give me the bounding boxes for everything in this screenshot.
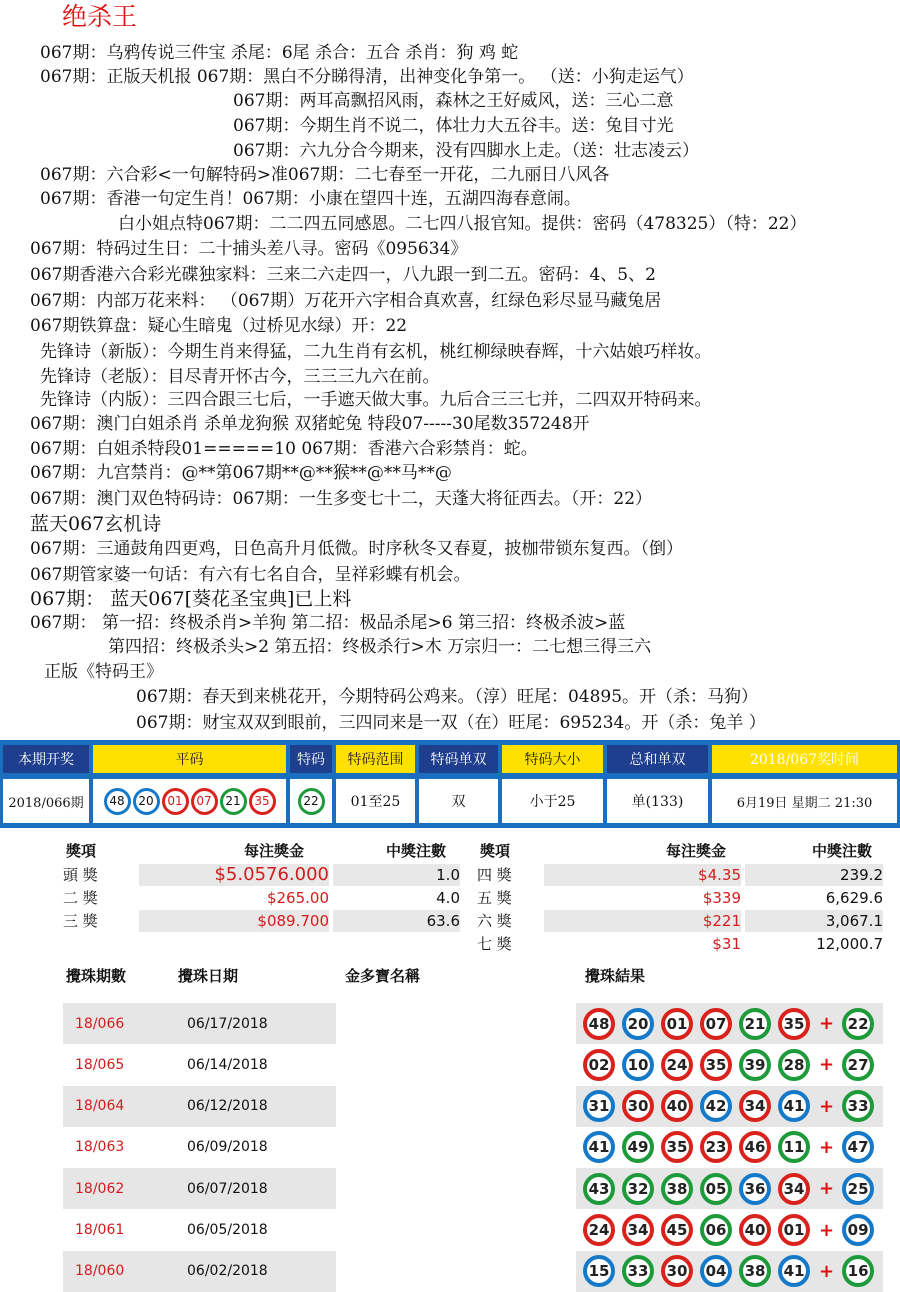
special-result-ball: 27 [842, 1049, 874, 1081]
number-ball: 21 [220, 788, 247, 815]
draw-result-balls [583, 1044, 881, 1085]
result-ball: 24 [661, 1049, 693, 1081]
prediction-line: 067期：九宫禁肖：@**第067期**@**猴**@**马**@ [30, 463, 452, 483]
header-special-oddeven: 特码单双 [419, 745, 498, 773]
special-result-ball: 16 [842, 1255, 874, 1287]
prediction-line: 067期：六九分合今期来，没有四脚水上走。（送：壮志凌云） [233, 141, 699, 161]
draw-period: 18/062 [75, 1180, 125, 1197]
draw-result-balls [583, 1086, 881, 1127]
result-ball: 35 [700, 1049, 732, 1081]
result-ball: 36 [739, 1173, 771, 1205]
table-row [63, 1168, 883, 1209]
header-special: 特码 [290, 745, 332, 773]
prize-amount: $5.0576.000 [139, 864, 329, 886]
prediction-line: 先锋诗（内版）：三四合跟三七后，一手遮天做大事。九后合三三七并，二四双开特码来。 [40, 390, 712, 410]
result-ball: 11 [778, 1131, 810, 1163]
prize-count: 239.2 [745, 864, 883, 886]
table-row [63, 1251, 883, 1292]
prize-header-amount-left: 每注獎金 [244, 842, 305, 860]
prediction-line: 067期：内部万花来料： （067期）万花开六字相合真欢喜，红绿色彩尽显马藏兔居 [30, 291, 662, 311]
result-ball: 41 [778, 1255, 810, 1287]
result-ball: 35 [778, 1008, 810, 1040]
prediction-line: 先锋诗（老版）：目尽青开怀古今，三三三九六在前。 [40, 367, 440, 387]
prize-name: 頭 獎 [63, 866, 98, 884]
prize-header-name-left: 獎項 [66, 842, 97, 860]
result-ball: 28 [778, 1049, 810, 1081]
header-special-size: 特码大小 [502, 745, 603, 773]
draw-result-balls [583, 1003, 881, 1044]
page-title: 绝杀王 [62, 2, 138, 31]
result-ball: 06 [700, 1214, 732, 1246]
special-result-ball: 25 [842, 1173, 874, 1205]
plus-icon: + [819, 1095, 835, 1117]
number-ball: 01 [162, 788, 189, 815]
prize-name: 三 獎 [63, 912, 98, 930]
prize-amount: $221 [544, 910, 741, 932]
prediction-line: 067期：三通鼓角四更鸡，日色高升月低微。时序秋冬又春夏，披枷带锁东复西。（倒） [30, 539, 683, 559]
table-row [63, 1127, 883, 1168]
plus-icon: + [819, 1260, 835, 1282]
result-ball: 01 [661, 1008, 693, 1040]
prediction-line: 先锋诗（新版）：今期生肖来得猛，二九生肖有玄机，桃红柳绿映春辉，十六姑娘巧样妆。 [40, 342, 712, 362]
prize-header-amount-right: 每注獎金 [666, 842, 727, 860]
prize-amount: $339 [702, 889, 741, 907]
special-result-ball: 33 [842, 1090, 874, 1122]
prize-amount: $089.700 [139, 910, 329, 932]
draw-date: 06/12/2018 [187, 1098, 268, 1115]
draw-result-balls [583, 1251, 881, 1292]
table-row [63, 1210, 883, 1251]
sum-value: 单(133) [607, 779, 708, 823]
prediction-line: 白小姐点特067期：二二四五同感恩。二七四八报官知。提供：密码（478325）（特：22） [118, 214, 807, 234]
result-ball: 20 [622, 1008, 654, 1040]
number-ball: 22 [298, 788, 325, 815]
result-ball: 49 [622, 1131, 654, 1163]
prize-name: 七 獎 [477, 935, 512, 953]
draw-period: 18/065 [75, 1056, 125, 1073]
draw-result-balls [583, 1210, 881, 1251]
draw-date: 06/14/2018 [187, 1056, 268, 1073]
name-cell [336, 1003, 576, 1044]
draw-header-date: 攪珠日期 [178, 967, 239, 985]
prize-header-name-right: 獎項 [480, 842, 511, 860]
prediction-line: 067期：正版天机报 067期：黑白不分睇得清，出神变化争第一。 （送：小狗走运气） [40, 67, 694, 87]
draw-result-balls [583, 1168, 881, 1209]
result-ball: 41 [583, 1131, 615, 1163]
prediction-line: 067期：乌鸦传说三件宝 杀尾：6尾 杀合：五合 杀肖：狗 鸡 蛇 [40, 43, 519, 63]
range-value: 01至25 [336, 779, 415, 823]
header-current-draw: 本期开奖 [3, 745, 89, 773]
result-ball: 39 [739, 1049, 771, 1081]
result-ball: 34 [739, 1090, 771, 1122]
draw-period: 18/061 [75, 1222, 125, 1238]
result-ball: 34 [778, 1173, 810, 1205]
prediction-line: 067期：财宝双双到眼前，三四同来是一双（在）旺尾：695234。开（杀：兔羊 ） [136, 713, 766, 733]
prize-count: 12,000.7 [816, 935, 883, 953]
prize-name: 五 獎 [477, 889, 512, 907]
table-row [63, 1044, 883, 1085]
size-value: 小于25 [502, 779, 603, 823]
header-special-range: 特码范围 [336, 745, 415, 773]
prize-amount: $31 [712, 935, 741, 953]
table-row [63, 1086, 883, 1127]
prediction-line: 067期铁算盘：疑心生暗鬼（过桥见水绿）开：22 [30, 316, 408, 336]
result-ball: 23 [700, 1131, 732, 1163]
prize-name: 六 獎 [477, 912, 512, 930]
number-ball: 07 [191, 788, 218, 815]
draw-date: 06/05/2018 [187, 1222, 268, 1238]
result-ball: 15 [583, 1255, 615, 1287]
prediction-line: 067期管家婆一句话：有六有七名自合，呈祥彩蝶有机会。 [30, 565, 471, 585]
prize-amount: $265.00 [266, 889, 329, 907]
prize-count: 63.6 [333, 910, 460, 932]
header-draw-time: 2018/067奖时间 [712, 745, 897, 773]
prediction-line: 067期： 第一招：终极杀肖>羊狗 第二招：极品杀尾>6 第三招：终极杀波>蓝 [30, 613, 626, 633]
result-ball: 48 [583, 1008, 615, 1040]
plus-icon: + [819, 1178, 835, 1200]
result-ball: 45 [661, 1214, 693, 1246]
prize-header-count-right: 中獎注數 [812, 842, 873, 860]
plus-icon: + [819, 1136, 835, 1158]
header-sum-oddeven: 总和单双 [607, 745, 708, 773]
result-ball: 30 [661, 1255, 693, 1287]
prediction-line: 067期：两耳高飘招风雨，森林之王好威风，送：三心二意 [233, 91, 674, 111]
result-ball: 30 [622, 1090, 654, 1122]
prize-name: 二 獎 [63, 889, 98, 907]
plus-icon: + [819, 1013, 835, 1034]
prize-amount: $4.35 [544, 864, 741, 886]
draw-date: 06/02/2018 [187, 1263, 268, 1280]
prize-header-count-left: 中獎注數 [386, 842, 447, 860]
result-ball: 24 [583, 1214, 615, 1246]
result-ball: 01 [778, 1214, 810, 1246]
prediction-line: 正版《特码王》 [44, 662, 163, 682]
prediction-line: 067期：春天到来桃花开，今期特码公鸡来。（淳）旺尾：04895。开（杀：马狗） [136, 687, 759, 707]
result-ball: 38 [661, 1173, 693, 1205]
name-cell [336, 1086, 576, 1127]
prize-count: 1.0 [333, 864, 460, 886]
draw-result-balls [583, 1127, 881, 1168]
special-ball [290, 779, 332, 823]
prediction-line: 067期：今期生肖不说二，体壮力大五谷丰。送：兔目寸光 [233, 116, 674, 136]
prediction-line: 067期：白姐杀特段01=====10 067期：香港六合彩禁肖：蛇。 [30, 439, 538, 459]
prediction-line: 蓝天067玄机诗 [30, 513, 162, 535]
draw-date: 06/07/2018 [187, 1180, 268, 1197]
result-ball: 31 [583, 1090, 615, 1122]
result-ball: 33 [622, 1255, 654, 1287]
prize-count: 4.0 [436, 889, 460, 907]
name-cell [336, 1251, 576, 1292]
oddeven-value: 双 [419, 779, 498, 823]
result-ball: 38 [739, 1255, 771, 1287]
result-ball: 41 [778, 1090, 810, 1122]
draw-header-period: 攪珠期數 [66, 967, 127, 985]
result-ball: 21 [739, 1008, 771, 1040]
result-ball: 32 [622, 1173, 654, 1205]
table-row [63, 1003, 883, 1044]
prediction-line: 067期：特码过生日：二十捕头差八寻。密码《095634》 [30, 239, 468, 259]
special-result-ball: 09 [842, 1214, 874, 1246]
draw-period: 18/060 [75, 1263, 125, 1280]
draw-info-table [0, 740, 900, 828]
prediction-line: 067期：六合彩<一句解特码>准067期：二七春至一开花，二九丽日八风各 [40, 165, 610, 185]
special-result-ball: 22 [842, 1008, 874, 1040]
prize-count: 3,067.1 [745, 910, 883, 932]
draw-period: 18/063 [75, 1139, 125, 1156]
prediction-line: 067期： 蓝天067[葵花圣宝典]已上料 [30, 588, 352, 610]
prediction-line: 第四招：终极杀头>2 第五招：终极杀行>木 万宗归一：二七想三得三六 [108, 637, 652, 657]
result-ball: 42 [700, 1090, 732, 1122]
result-ball: 10 [622, 1049, 654, 1081]
period-value: 2018/066期 [3, 779, 89, 823]
result-ball: 40 [661, 1090, 693, 1122]
regular-balls [93, 779, 286, 823]
draw-date: 06/17/2018 [187, 1015, 268, 1032]
result-ball: 35 [661, 1131, 693, 1163]
name-cell [336, 1168, 576, 1209]
result-ball: 43 [583, 1173, 615, 1205]
header-regular-numbers: 平码 [93, 745, 286, 773]
result-ball: 34 [622, 1214, 654, 1246]
prize-count: 6,629.6 [825, 889, 883, 907]
result-ball: 40 [739, 1214, 771, 1246]
result-ball: 07 [700, 1008, 732, 1040]
result-ball: 05 [700, 1173, 732, 1205]
plus-icon: + [819, 1219, 835, 1241]
number-ball: 48 [104, 788, 131, 815]
prediction-line: 067期香港六合彩光碟独家料：三来二六走四一，八九跟一到二五。密码：4、5、2 [30, 265, 656, 285]
draw-period: 18/064 [75, 1098, 125, 1115]
draw-header-result: 攪珠結果 [585, 967, 646, 985]
result-ball: 02 [583, 1049, 615, 1081]
number-ball: 35 [249, 788, 276, 815]
special-result-ball: 47 [842, 1131, 874, 1163]
draw-period: 18/066 [75, 1015, 125, 1032]
draw-date: 06/09/2018 [187, 1139, 268, 1156]
result-ball: 46 [739, 1131, 771, 1163]
plus-icon: + [819, 1054, 835, 1076]
prediction-line: 067期：澳门白姐杀肖 杀单龙狗猴 双猪蛇兔 特段07-----30尾数357248开 [30, 414, 590, 434]
prize-name: 四 獎 [477, 866, 512, 884]
number-ball: 20 [133, 788, 160, 815]
prediction-line: 067期：澳门双色特码诗：067期：一生多变七十二，天蓬大将征西去。（开：22） [30, 489, 653, 509]
result-ball: 04 [700, 1255, 732, 1287]
time-value: 6月19日 星期二 21:30 [712, 779, 897, 823]
draw-header-name: 金多寶名稱 [345, 967, 421, 985]
prediction-line: 067期：香港一句定生肖！067期：小康在望四十连，五湖四海春意闹。 [40, 189, 581, 209]
